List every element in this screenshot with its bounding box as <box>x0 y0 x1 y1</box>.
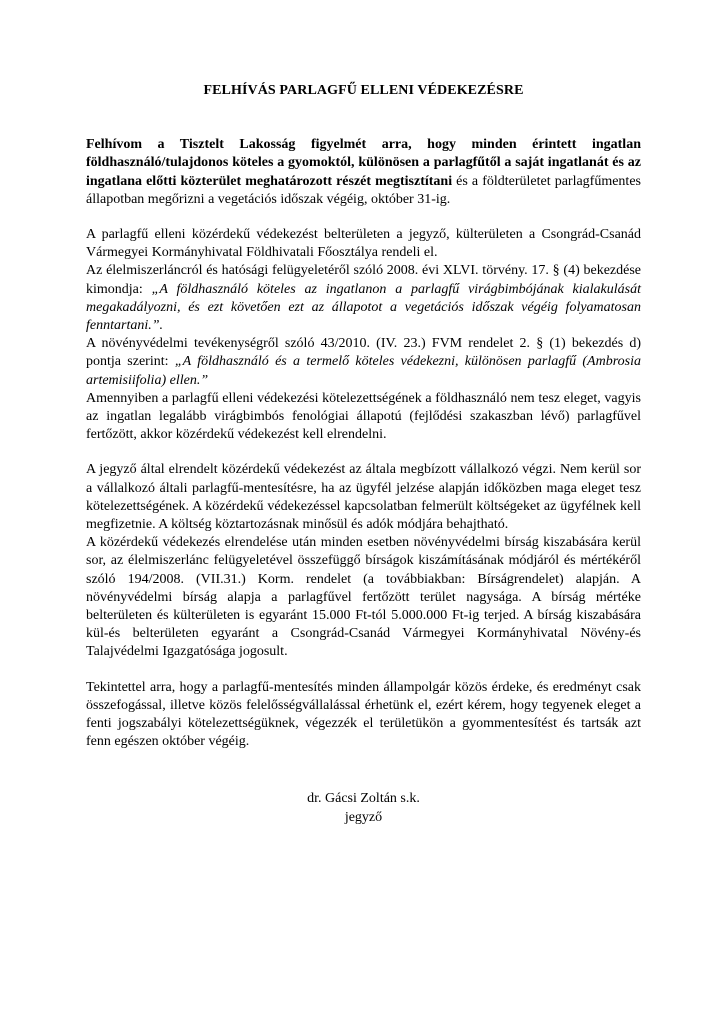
fine-paragraph: A közérdekű védekezés elrendelése után minden esetben növényvédelmi bírság kiszabására kerül sor, az élelmiszerlánc felügyeletével összefüggő bírságok kiszámításának módjáról és mértékéről szóló 194/2008. (VII.31.) Korm. rendelet (a továbbiakban: Bírságrendelet) alapján. A növényvédelmi bírság alapja a parlagfűvel fertőzött terület nagysága. A bírság mértéke belterületen és külterületen is egyaránt 15.000 Ft-tól 5.000.000 Ft-ig terjed. A bírság kiszabására kül-és belterületen egyaránt a Csongrád-Csanád Vármegyei Kormányhivatal Növény-és Talajvédelmi Igazgatósága jogosult. <box>86 535 641 660</box>
decree-citation-quote: „A földhasználó és a termelő köteles védekezni, különösen parlagfű (Ambrosia artemisiifolia) ellen.” <box>86 354 641 388</box>
section-enforcement <box>86 461 641 661</box>
decree-citation-intro: A növényvédelmi tevékenységről szóló 43/2010. (IV. 23.) FVM rendelet 2. § (1) bekezdés d) pontja szerint: <box>86 336 641 370</box>
section-closing <box>86 679 641 752</box>
intro-bold-text: Felhívom a Tisztelt Lakosság figyelmét arra, hogy minden érintett ingatlan földhasználó/tulajdonos köteles a gyomoktól, különösen a parlagfűtől a saját ingatlanát és az ingatlana előtti közterület meghatározott részét megtisztítani <box>86 137 641 189</box>
document-title: FELHÍVÁS PARLAGFŰ ELLENI VÉDEKEZÉSRE <box>203 83 524 98</box>
law-citation-quote: „A földhasználó köteles az ingatlanon a parlagfű virágbimbójának kialakulását megakadályozni, és ezt követően ezt az állapotot a vegetációs időszak végéig folyamatosan fenntartani.”. <box>86 281 641 334</box>
closing-paragraph: Tekintettel arra, hogy a parlagfű-mentesítés minden állampolgár közös érdeke, és eredményt csak összefogással, illetve közös felelősségvállalással érhetünk el, ezért kérem, hogy tegyenek eleget a fenti jogszabályi kötelezettségüknek, végezzék el területükön a gyommentesítést és tartsák azt fenn egészen október végéig. <box>86 679 641 750</box>
authority-paragraph: A parlagfű elleni közérdekű védekezést belterületen a jegyző, külterületen a Csongrád-Csanád Vármegyei Kormányhivatal Földhivatali Főosztálya rendeli el. <box>86 227 641 261</box>
decree-citation-paragraph <box>86 335 641 390</box>
intro-paragraph <box>86 136 641 209</box>
contractor-paragraph: A jegyző által elrendelt közérdekű védekezést az általa megbízott vállalkozó végzi. Nem kerül sor a vállalkozó általi parlagfű-mentesítésre, ha az ügyfél jelzése alapján időközben maga eleget tesz kötelezettségének. A közérdekű védekezéssel kapcsolatban felmerült költségeket az ügyfélnek kell megfizetnie. A költség köztartozásnak minősül és adók módjára behajtható. <box>86 462 641 533</box>
signature-block <box>86 789 641 827</box>
law-citation-paragraph <box>86 262 641 335</box>
law-citation-intro: Az élelmiszerláncról és hatósági felügyeletéről szóló 2008. évi XLVI. törvény. 17. § (4) bekezdése kimondja: <box>86 263 641 297</box>
signature-name: dr. Gácsi Zoltán s.k. <box>307 790 420 806</box>
obligation-paragraph: Amennyiben a parlagfű elleni védekezési kötelezettségének a földhasználó nem tesz eleget, vagyis az ingatlan legalább virágbimbós fenológiai állapotú (fejlődési szakaszban lévő) parlagfűvel fertőzött, akkor közérdekű védekezést kell elrendelni. <box>86 390 641 443</box>
signature-role: jegyző <box>344 809 383 825</box>
intro-rest-text: és a földterületet parlagfűmentes állapotban megőrizni a vegetációs időszak végéig, október 31-ig. <box>86 173 641 207</box>
document-body <box>86 82 641 827</box>
section-authority <box>86 226 641 444</box>
